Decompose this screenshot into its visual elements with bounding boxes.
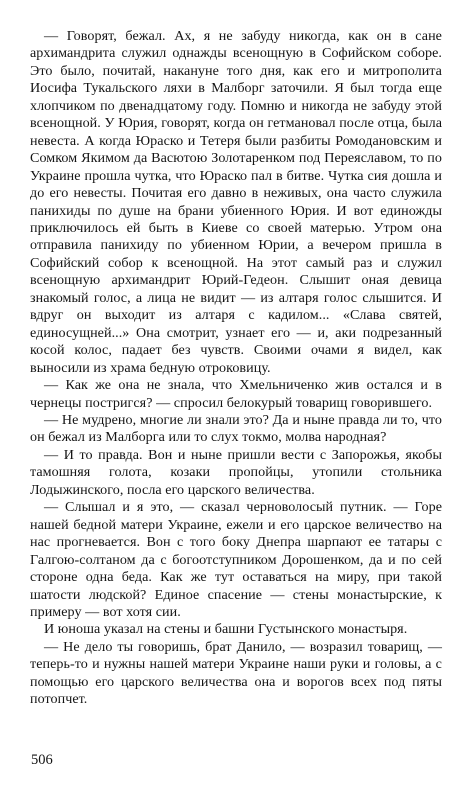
page-number: 506 xyxy=(31,752,53,768)
paragraph-1: — Говорят, бежал. Ах, я не забуду никогда, как он в сане архимандрита служил однажды всенощную в Софийском соборе. Это было, почитай, накануне того дня, как его и митрополита Иосифа Тукальского ляхи в Малборг заточили. Я был тогда еще хлопчиком по двенадцатому году. Помню и никогда не забуду этой всенощной. У Юрия, говорят, когда он гетмановал после отца, была невеста. А когда Юраско и Тетеря были разбиты Ромодановским и Сомком Якимом да Васютою Золотаренком под Переяславом, то по Украине прошла чутка, что Юраско пал в битве. Чутка сия дошла и до его невесты. Почитая его давно в неживых, она часто служила панихиды по душе на брани убиенного Юрия. И вот единожды приключилось ей быть в Киеве со своей матерью. Утром она отправила панихиду по убиенном Юрии, а вечером пришла в Софийский собор к всенощной. На этот самый раз и служил всенощную архимандрит Юрий-Гедеон. Слышит оная девица знакомый голос, а лица не видит — из алтаря голос слышится. И вдруг он выходит из алтаря с кадилом... «Слава святей, единосущней...» Она смотрит, узнает его — и, аки подрезанный косой колос, падает без чувств. Своими очами я видел, как выносили из храма бедную отроковицу. xyxy=(30,28,442,376)
paragraph-5: — Слышал и я это, — сказал черноволосый путник. — Горе нашей бедной матери Украине, ежели и его царское величество на нас прогневается. Вон с того боку Днепра шарпают ее татары с Галгою-солтаном да с богоотступником Дорошенком, да и по сей стороне одна беда. Как же тут оставаться на миру, при такой шатости людской? Единое спасение — стены монастырские, к примеру — вот хотя сии. xyxy=(30,499,442,620)
paragraph-3: — Не мудрено, многие ли знали это? Да и ныне правда ли то, что он бежал из Малборга или то слух токмо, молва народная? xyxy=(30,411,442,446)
paragraph-6: И юноша указал на стены и башни Густынского монастыря. xyxy=(44,621,408,638)
paragraph-7: — Не дело ты говоришь, брат Данило, — возразил товарищ, — теперь-то и нужны нашей матери Украине наши руки и головы, а с помощью его царского величества она и ворогов всех под пяты потопчет. xyxy=(30,638,442,708)
main-text xyxy=(30,28,442,709)
paragraph-4: — И то правда. Вон и ныне пришли вести с Запорожья, якобы тамошняя голота, козаки пропойцы, утопили стольника Лодыжинского, посла его царского величества. xyxy=(30,446,442,498)
paragraph-2: — Как же она не знала, что Хмельниченко жив остался и в чернецы постригся? — спросил белокурый товарищ говорившего. xyxy=(30,377,442,411)
